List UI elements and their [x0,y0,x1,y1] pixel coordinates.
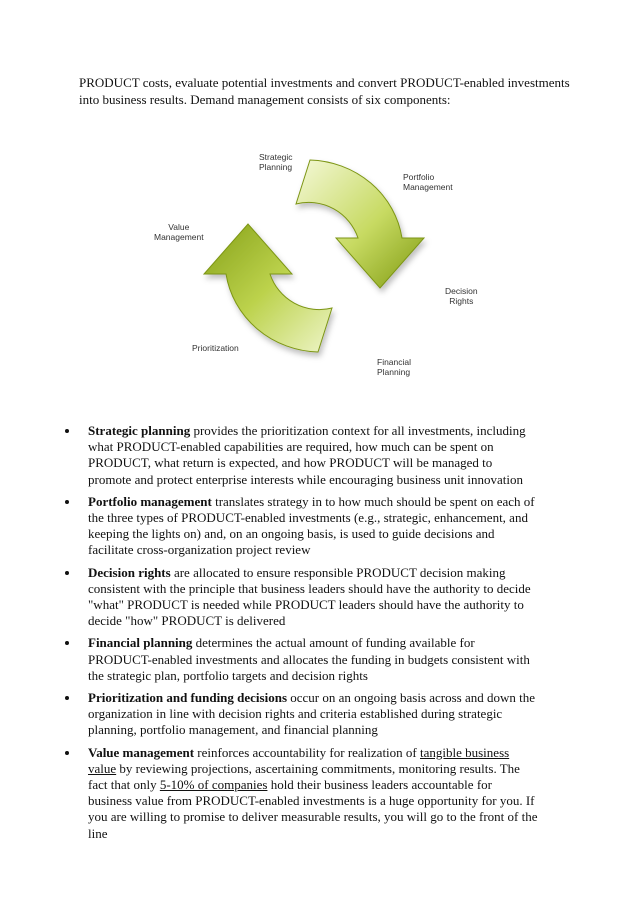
label-strategic-planning: Strategic Planning [259,152,293,172]
label-value-management: Value Management [154,222,204,242]
item-text: are allocated to ensure responsible PRODUCT decision making consistent with the principle that business leaders should have the authority to decide "what" PRODUCT is needed while PRODUCT leaders should have the authority to decide "how" PRODUCT is delivered [88,564,531,629]
item-text: occur on an ongoing basis across and down the organization in line with decision rights and criteria established during strategic planning, portfolio management, and financial planning [88,690,536,738]
bullet-dot [65,500,69,504]
bullet-dot [65,751,69,755]
label-portfolio-management: Portfolio Management [403,172,453,192]
item-text: translates strategy in to how much should be spent on each of the three types of PRODUCT-enabled investments (e.g., strategic, enhancement, and keeping the lights on) and, on an ongoing basis, is used to guide decisions and facilitate cross-organization project review [88,493,535,558]
demand-management-cycle-diagram [140,138,510,388]
item-text: determines the actual amount of funding available for PRODUCT-enabled investments and allocates the funding in budgets consistent with the strategic plan, portfolio targets and decision rights [88,635,530,683]
item-text: hold their business leaders accountable for business value from PRODUCT-enabled investments is a huge opportunity for you. If you are willing to promise to deliver measurable results, you will go to the front of the line [88,777,538,841]
label-decision-rights: Decision Rights [445,286,478,306]
label-financial-planning: Financial Planning [377,357,412,377]
list-item [0,423,538,488]
item-term: Financial planning [88,635,193,651]
item-text: provides the prioritization context for all investments, including what PRODUCT-enabled capabilities are required, how much can be spent on PRODUCT, what return is expected, and how PRODUCT will be managed to promote and protect enterprise interests while encouraging business unit innovation [88,423,526,487]
components-list [0,423,638,848]
bullet-dot [65,571,69,575]
intro-paragraph: PRODUCT costs, evaluate potential investments and convert PRODUCT-enabled investments into business results. Demand management consists of six components: [79,75,570,107]
companies-percent-link[interactable]: 5-10% of companies [159,777,268,793]
list-item [0,635,538,684]
tangible-business-value-link[interactable]: tangible business value [88,744,510,776]
bullet-dot [65,696,69,700]
list-item [0,565,538,630]
bullet-dot [65,429,69,433]
item-term: Decision rights [88,564,171,580]
item-term: Prioritization and funding decisions [88,690,287,706]
item-term: Portfolio management [88,493,212,509]
bullet-dot [65,641,69,645]
item-text: by reviewing projections, ascertaining commitments, monitoring results. The fact that only [88,760,520,793]
list-item [0,494,538,559]
list-item [0,690,538,739]
lower-cycle-arrow [204,224,332,352]
item-text: reinforces accountability for realization of [194,744,420,760]
label-prioritization: Prioritization [192,343,239,353]
list-item [0,745,538,842]
item-term: Strategic planning [88,423,191,438]
item-term: Value management [88,744,195,760]
